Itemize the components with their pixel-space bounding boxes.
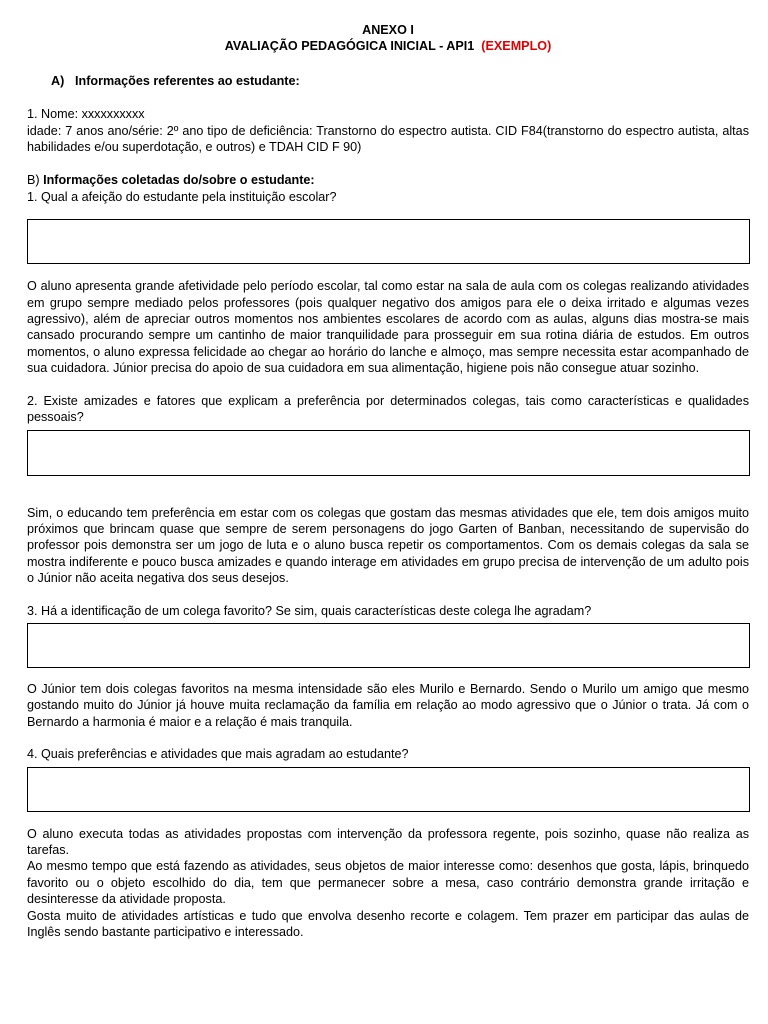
- question-4: 4. Quais preferências e atividades que mais agradam ao estudante?: [27, 747, 409, 762]
- answer-4-paragraph-1: O aluno executa todas as atividades propostas com intervenção da professora regente, pois sozinho, quase não realiza as tarefas.: [27, 826, 749, 857]
- section-b-letter: B): [27, 173, 40, 188]
- answer-2: Sim, o educando tem preferência em estar com os colegas que gostam das mesmas atividades que ele, tem dois amigos muito próximos que brincam quase que sempre de serem personagens do jogo Garten of Banban, necessitando de supervisão do professor pois demonstra ser um jogo de luta e o aluno busca repetir os comportamentos. Com os demais colegas da sala se mostra indiferente e pouco busca amizades e quando interage em atividades em grupo precisa de intervenção de um adulto pois o Júnior não aceita negativa dos seus desejos.: [27, 505, 749, 586]
- title-text: AVALIAÇÃO PEDAGÓGICA INICIAL - API1: [224, 39, 475, 54]
- answer-box-4: [27, 767, 750, 812]
- student-info: idade: 7 anos ano/série: 2º ano tipo de deficiência: Transtorno do espectro autista. CID F84(transtorno do espectro autista, altas habilidades e/ou superdotação, e outros) e TDAH CID F 90): [27, 123, 749, 155]
- answer-4-paragraph-3: Gosta muito de atividades artísticas e tudo que envolva desenho recorte e colagem. Tem prazer em participar das aulas de Inglês sendo bastante participativo e interessado.: [27, 908, 749, 939]
- section-a-heading: [27, 73, 749, 89]
- section-a-letter: A): [51, 73, 65, 88]
- answer-4-paragraph-2: Ao mesmo tempo que está fazendo as atividades, seus objetos de maior interesse como: desenhos que gosta, lápis, brinquedo favorito ou o objeto escolhido do dia, tem que permanecer sobre a mesa, caso contrário demonstra grande irritação e desinteresse da atividade proposta.: [27, 859, 749, 907]
- answer-box-3: [27, 623, 750, 668]
- section-b-title: Informações coletadas do/sobre o estudante:: [43, 173, 315, 188]
- student-name: 1. Nome: xxxxxxxxxx: [27, 107, 145, 122]
- document-title: [27, 38, 749, 54]
- answer-box-2: [27, 430, 750, 476]
- document-page: [27, 22, 749, 940]
- annex-label: ANEXO I: [362, 23, 414, 37]
- section-a-title: Informações referentes ao estudante:: [75, 73, 300, 88]
- question-1: 1. Qual a afeição do estudante pela instituição escolar?: [27, 189, 337, 204]
- section-b-heading: [27, 172, 749, 188]
- question-2: 2. Existe amizades e fatores que explicam a preferência por determinados colegas, tais como características e qualidades pessoais?: [27, 393, 749, 425]
- question-3: 3. Há a identificação de um colega favorito? Se sim, quais características deste colega lhe agradam?: [27, 603, 592, 618]
- answer-box-1: [27, 219, 750, 264]
- answer-3: O Júnior tem dois colegas favoritos na mesma intensidade são eles Murilo e Bernardo. Sendo o Murilo um amigo que mesmo gostando muito do Júnior já houve muita reclamação da família em relação ao modo agressivo que o Júnior o trata. Já com o Bernardo a harmonia é maior e a relação é mais tranquila.: [27, 681, 749, 729]
- answer-1: O aluno apresenta grande afetividade pelo período escolar, tal como estar na sala de aula com os colegas realizando atividades em grupo sempre mediado pelos professores (pois qualquer negativo dos amigos para ele o deixa irritado e algumas vezes agressivo), além de apreciar outros momentos nos ambientes escolares de acordo com as aulas, alguns dias mostra-se mais cansado procurando sempre um cantinho de maior tranquilidade para prosseguir em sua rotina diária de estudos. Em outros momentos, o aluno expressa felicidade ao chegar ao horário do lanche e almoço, mas sempre necessita estar acompanhado de sua cuidadora. Júnior precisa do apoio de sua cuidadora em sua alimentação, higiene pois não consegue atuar sozinho.: [27, 279, 749, 376]
- example-tag: (EXEMPLO): [481, 39, 552, 54]
